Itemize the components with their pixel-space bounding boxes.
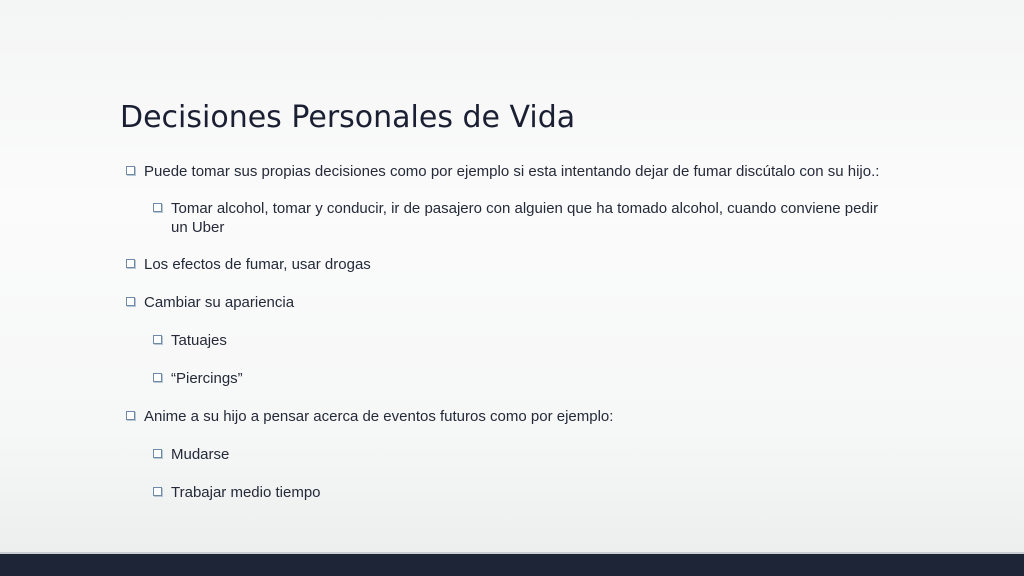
footer-bar <box>0 554 1024 576</box>
bullet-item <box>124 483 894 502</box>
bullet-item <box>124 199 894 237</box>
bullet-item <box>124 162 894 181</box>
bullet-text: Tatuajes <box>171 332 227 349</box>
bullet-list <box>124 162 894 502</box>
hollow-square-bullet-icon <box>126 259 135 268</box>
bullet-item <box>124 369 894 388</box>
hollow-square-bullet-icon <box>126 297 135 306</box>
bullet-item <box>124 255 894 274</box>
hollow-square-bullet-icon <box>126 411 135 420</box>
bullet-item <box>124 293 894 312</box>
hollow-square-bullet-icon <box>153 335 162 344</box>
hollow-square-bullet-icon <box>153 203 162 212</box>
bullet-text: Anime a su hijo a pensar acerca de eventos futuros como por ejemplo: <box>144 408 614 425</box>
bullet-text: Tomar alcohol, tomar y conducir, ir de pasajero con alguien que ha tomado alcohol, cuando conviene pedir un Uber <box>171 200 879 236</box>
bullet-text: Trabajar medio tiempo <box>171 484 321 501</box>
bullet-item <box>124 407 894 426</box>
bullet-item <box>124 331 894 350</box>
hollow-square-bullet-icon <box>153 449 162 458</box>
bullet-text: Puede tomar sus propias decisiones como por ejemplo si esta intentando dejar de fumar discútalo con su hijo.: <box>144 163 880 180</box>
bullet-text: Mudarse <box>171 446 230 463</box>
bullet-item <box>124 445 894 464</box>
hollow-square-bullet-icon <box>126 166 135 175</box>
slide-title: Decisiones Personales de Vida <box>120 100 576 135</box>
bullet-text: Los efectos de fumar, usar drogas <box>144 256 371 273</box>
hollow-square-bullet-icon <box>153 373 162 382</box>
hollow-square-bullet-icon <box>153 487 162 496</box>
bullet-text: Cambiar su apariencia <box>144 294 295 311</box>
bullet-text: “Piercings” <box>171 370 243 387</box>
